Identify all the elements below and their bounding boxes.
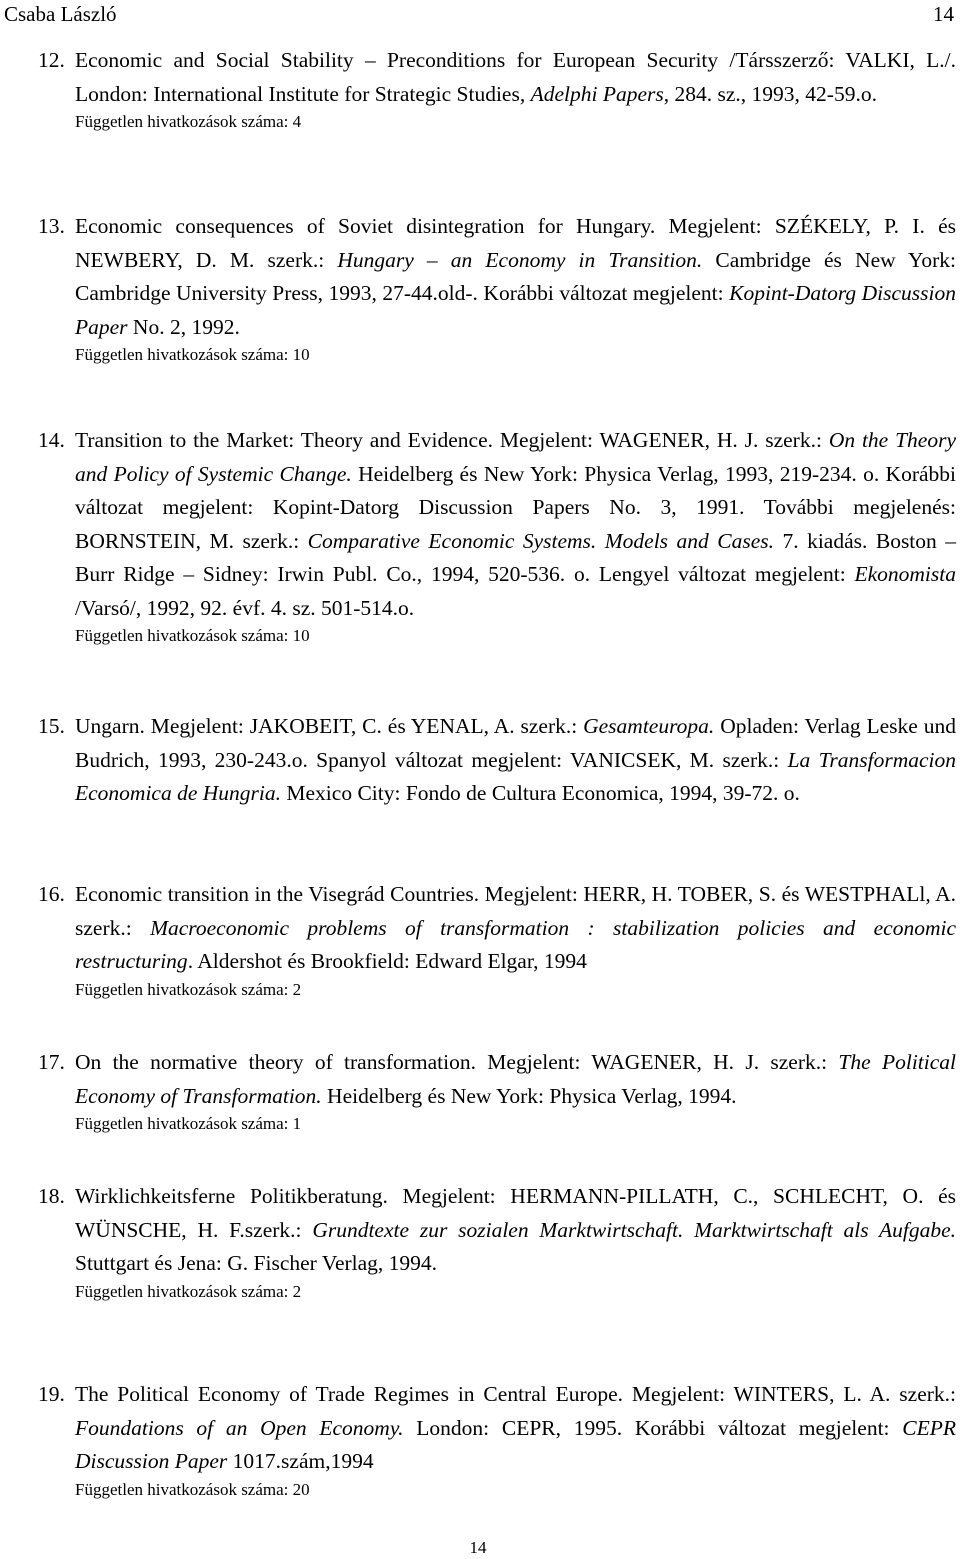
- entry-text-run: Cambridge és New York: Cambridge University Press, 1993, 27-44.old-. Korábbi változat megjelent:: [75, 247, 956, 305]
- list-item: [38, 878, 956, 1001]
- header-page-number: 14: [933, 2, 954, 26]
- citation-count: Független hivatkozások száma: 10: [75, 345, 310, 364]
- entry-text: [38, 878, 956, 979]
- citation-count: Független hivatkozások száma: 2: [75, 979, 302, 999]
- entry-title-italic: Foundations of an Open Economy.: [75, 1415, 404, 1440]
- entry-title-italic: Hungary – an Economy in Transition.: [337, 247, 703, 272]
- entry-text-run: /Varsó/, 1992, 92. évf. 4. sz. 501-514.o.: [75, 595, 415, 620]
- entry-text-run: Heidelberg és New York: Physica Verlag, 1994.: [321, 1083, 737, 1108]
- entry-number: 17.: [38, 1050, 65, 1074]
- entry-title-italic: CEPR Discussion Paper: [75, 1415, 956, 1473]
- entry-text-run: Stuttgart és Jena: G. Fischer Verlag, 1994.: [75, 1251, 438, 1275]
- entry-text-run: Economic and Social Stability – Preconditions for European Security /Társszerző: VALKI, L./. London: International Institute for Strategic Studies,: [75, 48, 956, 106]
- citation-count: Független hivatkozások száma: 20: [75, 1479, 310, 1499]
- list-item: [38, 44, 956, 133]
- entry-number: 12.: [38, 48, 65, 72]
- entry-text: [38, 1046, 956, 1113]
- entry-text: [38, 710, 956, 811]
- entry-number: 15.: [38, 714, 65, 738]
- citation-count: Független hivatkozások száma: 10: [75, 626, 310, 645]
- entry-text-run: On the normative theory of transformation. Megjelent: WAGENER, H. J. szerk.:: [75, 1050, 839, 1074]
- entry-text: [38, 1180, 956, 1281]
- entry-number: 16.: [38, 882, 65, 906]
- entry-title-italic: The Political Economy of Transformation.: [75, 1050, 957, 1108]
- entry-number: 14.: [38, 428, 65, 452]
- entry-title-italic: Grundtexte zur sozialen Marktwirtschaft. Marktwirtschaft als Aufgabe.: [312, 1217, 956, 1242]
- entry-text-run: The Political Economy of Trade Regimes in Central Europe. Megjelent: WINTERS, L. A. szerk.:: [75, 1382, 956, 1406]
- entry-text-run: , 284. sz., 1993, 42-59.o.: [663, 81, 877, 106]
- entry-text: [38, 44, 956, 111]
- list-item: [38, 424, 956, 647]
- entry-text-run: Economic transition in the Visegrád Countries. Megjelent: HERR, H. TOBER, S. és WESTPHALl, A. szerk.:: [75, 882, 956, 940]
- list-item: [38, 1378, 956, 1501]
- entry-text-run: No. 2, 1992.: [127, 314, 240, 339]
- entry-text-run: Wirklichkeitsferne Politikberatung. Megjelent: HERMANN-PILLATH, C., SCHLECHT, O. és WÜNSCHE, H. F.szerk.:: [75, 1184, 956, 1242]
- entry-text-run: Transition to the Market: Theory and Evidence. Megjelent: WAGENER, H. J. szerk.:: [75, 428, 829, 452]
- entry-text-run: 1017.szám,1994: [227, 1449, 374, 1473]
- entry-title-italic: Macroeconomic problems of transformation : stabilization policies and economic restructuring: [75, 915, 956, 973]
- entry-text: [38, 1378, 956, 1479]
- entry-title-italic: Kopint-Datorg Discussion Paper: [75, 281, 956, 339]
- entry-text-run: London: CEPR, 1995. Korábbi változat megjelent:: [403, 1415, 903, 1440]
- entry-title-italic: La Transformacion Economica de Hungria.: [75, 747, 956, 805]
- citation-count: Független hivatkozások száma: 4: [75, 112, 302, 131]
- entry-number: 19.: [38, 1382, 65, 1406]
- entry-text: [38, 210, 956, 344]
- entry-text-run: 7. kiadás. Boston – Burr Ridge – Sidney: Irwin Publ. Co., 1994, 520-536. o. Lengyel változat megjelent:: [75, 528, 957, 586]
- entry-text-run: Economic consequences of Soviet disintegration for Hungary. Megjelent: SZÉKELY, P. I. és NEWBERY, D. M. szerk.:: [75, 214, 956, 272]
- header-author: Csaba László: [4, 2, 117, 26]
- entry-title-italic: Adelphi Papers: [530, 81, 664, 106]
- entry-title-italic: Ekonomista: [854, 562, 956, 586]
- entry-title-italic: Gesamteuropa.: [583, 714, 715, 738]
- entry-text-run: Ungarn. Megjelent: JAKOBEIT, C. és YENAL, A. szerk.:: [75, 714, 584, 738]
- footer-page-number: 14: [469, 1538, 487, 1557]
- entry-text-run: Heidelberg és New York: Physica Verlag, 1993, 219-234. o. Korábbi változat megjelent: Kopint-Datorg Discussion Papers No. 3, 1991. További megjelenés: BORNSTEIN, M. szerk.:: [75, 461, 956, 553]
- entry-text-run: . Aldershot és Brookfield: Edward Elgar, 1994: [187, 949, 587, 973]
- list-item: [38, 1046, 956, 1135]
- list-item: [38, 1180, 956, 1303]
- citation-count: Független hivatkozások száma: 2: [75, 1281, 302, 1301]
- entry-number: 18.: [38, 1184, 65, 1208]
- list-item: [38, 710, 956, 811]
- entry-number: 13.: [38, 214, 65, 238]
- entry-text-run: Opladen: Verlag Leske und Budrich, 1993, 230-243.o. Spanyol változat megjelent: VANICSEK, M. szerk.:: [75, 714, 956, 772]
- page-header: [0, 0, 960, 34]
- page-footer: [0, 1538, 960, 1558]
- entry-title-italic: Comparative Economic Systems. Models and Cases.: [307, 528, 774, 553]
- list-item: [38, 210, 956, 366]
- entry-title-italic: On the Theory and Policy of Systemic Change.: [75, 428, 957, 486]
- citation-count: Független hivatkozások száma: 1: [75, 1114, 302, 1133]
- entry-text-run: Mexico City: Fondo de Cultura Economica, 1994, 39-72. o.: [281, 781, 800, 805]
- entry-text: [38, 424, 956, 625]
